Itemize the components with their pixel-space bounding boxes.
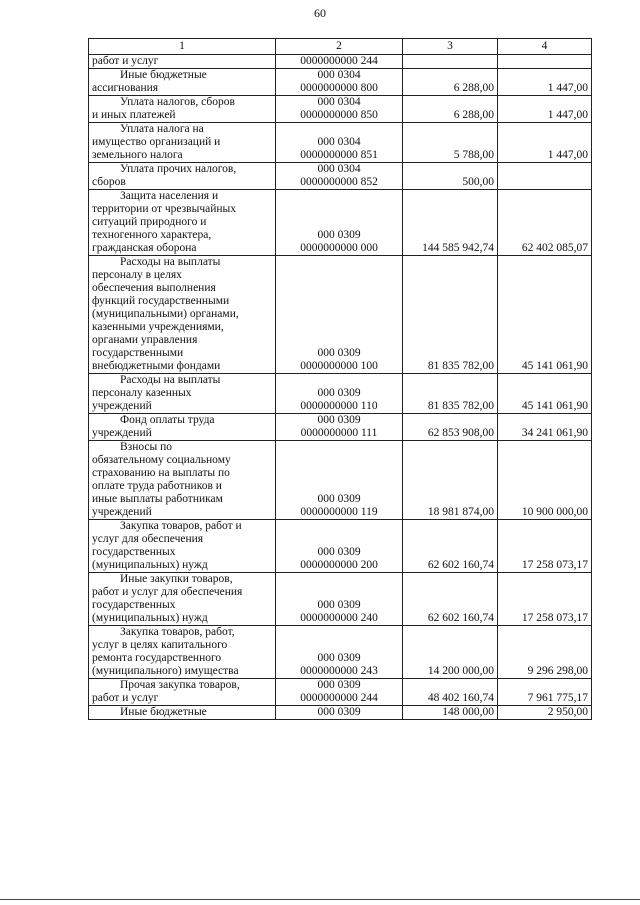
row-code: 000 0309 0000000000 243 [276,626,403,679]
row-code: 000 0309 0000000000 244 [276,679,403,706]
row-code: 000 0309 0000000000 119 [276,441,403,520]
table-row [89,414,592,441]
row-value-col4: 62 402 085,07 [498,190,592,256]
row-value-col3: 62 602 160,74 [403,573,498,626]
table-row [89,441,592,520]
row-code: 000 0309 0000000000 100 [276,256,403,374]
row-value-col3: 148 000,00 [403,706,498,720]
row-value-col4: 1 447,00 [498,96,592,123]
row-name: Защита населения и территории от чрезвычайных ситуаций природного и техногенного характера, гражданская оборона [89,190,276,256]
table-row [89,256,592,374]
row-value-col3: 6 288,00 [403,96,498,123]
table-row [89,123,592,163]
table-row [89,706,592,720]
row-value-col4: 1 447,00 [498,123,592,163]
budget-table [88,38,592,720]
row-code: 000 0304 0000000000 850 [276,96,403,123]
table-row [89,374,592,414]
table-row [89,573,592,626]
row-value-col4: 2 950,00 [498,706,592,720]
row-value-col4: 10 900 000,00 [498,441,592,520]
row-value-col3: 62 602 160,74 [403,520,498,573]
row-name: Закупка товаров, работ, услуг в целях капитального ремонта государственного (муниципального) имущества [89,626,276,679]
row-name: Иные бюджетные ассигнования [89,69,276,96]
table-row [89,190,592,256]
row-value-col4: 45 141 061,90 [498,374,592,414]
row-name: Взносы по обязательному социальному страхованию на выплаты по оплате труда работников и иные выплаты работникам учреждений [89,441,276,520]
row-value-col3: 81 835 782,00 [403,374,498,414]
row-code: 000 0309 [276,706,403,720]
row-value-col4 [498,55,592,69]
row-value-col3: 14 200 000,00 [403,626,498,679]
row-value-col4: 17 258 073,17 [498,520,592,573]
table-row [89,626,592,679]
row-value-col3: 500,00 [403,163,498,190]
row-code: 0000000000 244 [276,55,403,69]
row-value-col3: 48 402 160,74 [403,679,498,706]
row-name: Иные закупки товаров, работ и услуг для обеспечения государственных (муниципальных) нужд [89,573,276,626]
row-name: Закупка товаров, работ и услуг для обеспечения государственных (муниципальных) нужд [89,520,276,573]
row-value-col4: 45 141 061,90 [498,256,592,374]
row-name: Иные бюджетные [89,706,276,720]
row-code: 000 0304 0000000000 800 [276,69,403,96]
column-header: 2 [276,39,403,55]
column-header: 1 [89,39,276,55]
row-value-col4: 1 447,00 [498,69,592,96]
table-row [89,55,592,69]
row-value-col3: 144 585 942,74 [403,190,498,256]
table-row [89,163,592,190]
table-row [89,679,592,706]
row-value-col4: 17 258 073,17 [498,573,592,626]
row-name: Уплата налога на имущество организаций и земельного налога [89,123,276,163]
row-value-col4: 9 296 298,00 [498,626,592,679]
row-code: 000 0309 0000000000 111 [276,414,403,441]
table-row [89,96,592,123]
row-value-col4: 34 241 061,90 [498,414,592,441]
row-code: 000 0309 0000000000 110 [276,374,403,414]
row-name: Фонд оплаты труда учреждений [89,414,276,441]
row-value-col3: 62 853 908,00 [403,414,498,441]
row-code: 000 0309 0000000000 240 [276,573,403,626]
row-name: Расходы на выплаты персоналу казенных учреждений [89,374,276,414]
row-value-col3: 6 288,00 [403,69,498,96]
column-header: 3 [403,39,498,55]
row-value-col3 [403,55,498,69]
table-row [89,520,592,573]
row-name: Уплата прочих налогов, сборов [89,163,276,190]
row-name: работ и услуг [89,55,276,69]
page-number: 60 [314,6,326,20]
row-value-col3: 81 835 782,00 [403,256,498,374]
row-code: 000 0304 0000000000 852 [276,163,403,190]
row-value-col3: 18 981 874,00 [403,441,498,520]
row-code: 000 0309 0000000000 200 [276,520,403,573]
row-name: Прочая закупка товаров, работ и услуг [89,679,276,706]
column-header: 4 [498,39,592,55]
row-value-col3: 5 788,00 [403,123,498,163]
row-code: 000 0309 0000000000 000 [276,190,403,256]
row-name: Расходы на выплаты персоналу в целях обеспечения выполнения функций государственными (муниципальными) органами, казенными учреждениями, органами управления государственными внебюджетными фондами [89,256,276,374]
table-header-row [89,39,592,55]
row-name: Уплата налогов, сборов и иных платежей [89,96,276,123]
row-value-col4: 7 961 775,17 [498,679,592,706]
table-row [89,69,592,96]
page-bottom-rule [0,899,640,900]
row-code: 000 0304 0000000000 851 [276,123,403,163]
row-value-col4 [498,163,592,190]
